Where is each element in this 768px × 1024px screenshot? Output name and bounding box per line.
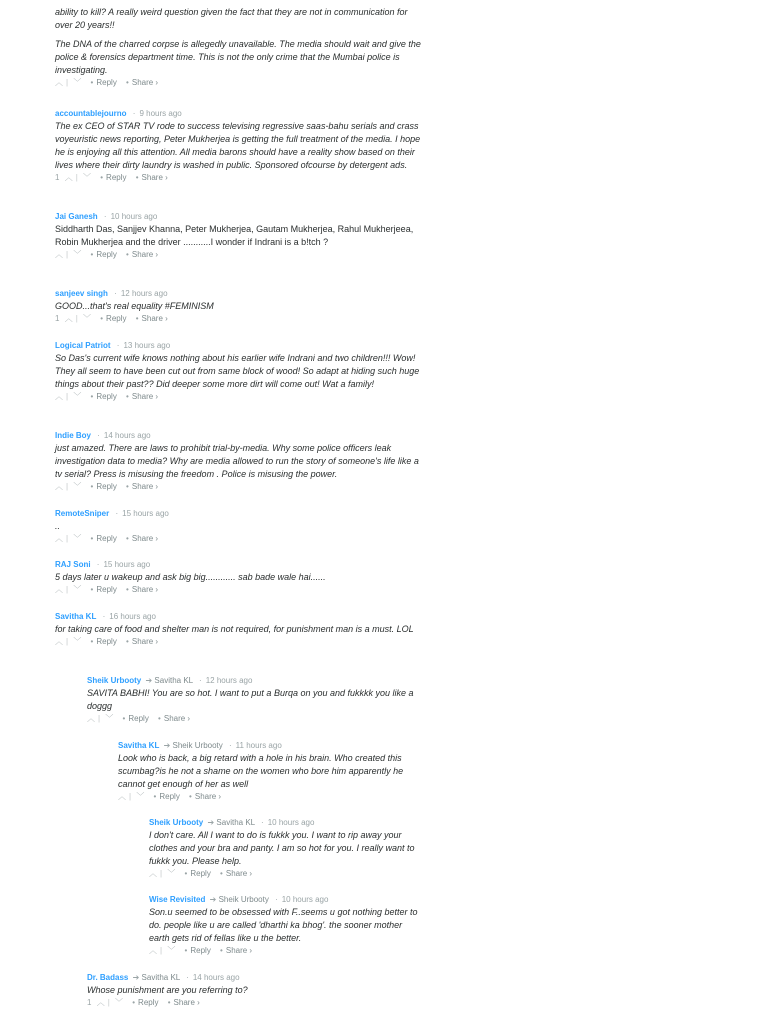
comment-actions: 1 ︿ | ﹀ • Reply • Share › xyxy=(55,173,168,182)
comment-body xyxy=(55,6,425,77)
upvote-icon[interactable]: ︿ xyxy=(64,314,73,323)
share-button[interactable]: Share › xyxy=(163,714,191,723)
comment-header: Wise Revisited ➔ Sheik Urbooty · 10 hours ago xyxy=(149,895,329,904)
author-name[interactable]: RAJ Soni xyxy=(55,560,91,569)
comment-body: for taking care of food and shelter man is not required, for punishment man is a must. LOL xyxy=(55,624,414,634)
author-name[interactable]: Wise Revisited xyxy=(149,895,206,904)
parent-author[interactable]: Sheik Urbooty xyxy=(172,741,223,750)
timestamp[interactable]: 10 hours ago xyxy=(110,212,158,221)
upvote-icon[interactable]: ︿ xyxy=(55,392,63,401)
comment xyxy=(55,211,425,261)
timestamp[interactable]: 10 hours ago xyxy=(267,818,315,827)
comment-paragraph: ability to kill? A really weird question given the fact that they are not in communication for over 20 years!! xyxy=(55,7,408,30)
parent-author[interactable]: Sheik Urbooty xyxy=(218,895,269,904)
comment-header: Indie Boy · 14 hours ago xyxy=(55,431,151,440)
share-button[interactable]: Share › xyxy=(141,314,168,323)
upvote-icon[interactable]: ︿ xyxy=(55,250,63,259)
upvote-icon[interactable]: ︿ xyxy=(55,585,63,594)
comment-actions: ︿ | ﹀ • Reply • Share › xyxy=(55,585,159,594)
comment-header: sanjeev singh · 12 hours ago xyxy=(55,289,168,298)
vote-count: 1 xyxy=(87,998,92,1007)
timestamp[interactable]: 11 hours ago xyxy=(235,741,282,750)
comment-actions: ︿ | ﹀ • Reply • Share › xyxy=(55,392,159,401)
comment-actions: ︿ | ﹀ • Reply • Share › xyxy=(55,637,159,646)
downvote-icon[interactable]: ﹀ xyxy=(105,714,114,723)
upvote-icon[interactable]: ︿ xyxy=(87,714,95,723)
comment-body: Look who is back, a big retard with a hole in his brain. Who created this scumbag?is he not a shame on the women who bore him apparently he cannot get enough of her as well xyxy=(118,753,404,789)
comment-body: 5 days later u wakeup and ask big big............ sab bade wale hai...... xyxy=(55,572,326,582)
comment xyxy=(55,340,425,403)
vote-count: 1 xyxy=(55,314,60,323)
author-name[interactable]: Jai Ganesh xyxy=(55,212,98,221)
comment-header: Logical Patriot · 13 hours ago xyxy=(55,341,171,350)
comment-actions: ︿ | ﹀ • Reply • Share › xyxy=(55,534,159,543)
timestamp[interactable]: 9 hours ago xyxy=(139,109,182,118)
reply-arrow-icon: ➔ xyxy=(163,741,171,750)
reply-button[interactable]: Reply xyxy=(106,173,127,182)
comment-actions: ︿ | ﹀ • Reply • Share › xyxy=(149,946,253,955)
author-name[interactable]: Sheik Urbooty xyxy=(149,818,204,827)
share-button[interactable]: Share › xyxy=(225,869,253,878)
reply-button[interactable]: Reply xyxy=(128,714,149,723)
timestamp[interactable]: 15 hours ago xyxy=(122,509,169,518)
comment-body: So Das's current wife knows nothing about his earlier wife Indrani and two children!!! Wow! They all seem to have been cut out from same block of wood! So adapt at hiding such huge things about their past?? Did deeper some more dirt will come out! Wat a family! xyxy=(55,353,420,389)
comment-actions: ︿ | ﹀ • Reply • Share › xyxy=(87,714,191,723)
upvote-icon[interactable]: ︿ xyxy=(64,173,73,182)
downvote-icon[interactable]: ﹀ xyxy=(73,585,82,594)
comment-paragraph: The DNA of the charred corpse is allegedly unavailable. The media should wait and give the police & forensics department time. This is not the only crime that the Mumbai police is investigating. xyxy=(55,39,421,75)
reply-button[interactable]: Reply xyxy=(96,78,117,87)
upvote-icon[interactable]: ︿ xyxy=(55,78,63,87)
comment-body: Whose punishment are you referring to? xyxy=(87,985,248,995)
upvote-icon[interactable]: ︿ xyxy=(96,998,105,1007)
downvote-icon[interactable]: ﹀ xyxy=(115,998,123,1007)
timestamp[interactable]: 10 hours ago xyxy=(281,895,329,904)
reply-button[interactable]: Reply xyxy=(96,250,117,259)
share-button[interactable]: Share › xyxy=(141,173,168,182)
author-name[interactable]: accountablejourno xyxy=(55,109,127,118)
comment-actions: ︿ | ﹀ • Reply • Share › xyxy=(118,792,222,801)
reply-button[interactable]: Reply xyxy=(138,998,159,1007)
author-name[interactable]: Savitha KL xyxy=(118,741,160,750)
share-button[interactable]: Share › xyxy=(225,946,253,955)
author-name[interactable]: RemoteSniper xyxy=(55,509,110,518)
comment-continued xyxy=(55,6,425,89)
timestamp[interactable]: 14 hours ago xyxy=(192,973,240,982)
comment-body: .. xyxy=(55,521,61,531)
share-button[interactable]: Share › xyxy=(131,482,159,491)
downvote-icon[interactable]: ﹀ xyxy=(73,482,82,491)
timestamp[interactable]: 12 hours ago xyxy=(205,676,253,685)
downvote-icon[interactable]: ﹀ xyxy=(136,792,145,801)
upvote-icon[interactable]: ︿ xyxy=(118,792,126,801)
comment xyxy=(55,611,425,648)
parent-author[interactable]: Savitha KL xyxy=(141,973,180,982)
comment-actions: 1 ︿ | ﹀ • Reply • Share › xyxy=(55,314,168,323)
timestamp[interactable]: 13 hours ago xyxy=(123,341,171,350)
comment xyxy=(55,559,425,596)
reply-button[interactable]: Reply xyxy=(96,585,117,594)
comment-header: Jai Ganesh · 10 hours ago xyxy=(55,212,158,221)
upvote-icon[interactable]: ︿ xyxy=(55,637,63,646)
reply-button[interactable]: Reply xyxy=(96,637,117,646)
upvote-icon[interactable]: ︿ xyxy=(55,534,63,543)
reply-arrow-icon: ➔ xyxy=(132,973,140,982)
vote-count: 1 xyxy=(55,173,60,182)
comment-header: accountablejourno · 9 hours ago xyxy=(55,109,182,118)
reply-button[interactable]: Reply xyxy=(190,869,211,878)
author-name[interactable]: Savitha KL xyxy=(55,612,97,621)
author-name[interactable]: Logical Patriot xyxy=(55,341,111,350)
share-button[interactable]: Share › xyxy=(173,998,200,1007)
downvote-icon[interactable]: ﹀ xyxy=(73,637,82,646)
comment-actions: ︿ | ﹀ • Reply • Share › xyxy=(55,250,159,259)
share-button[interactable]: Share › xyxy=(131,250,159,259)
comment-actions: ︿ | ﹀ • Reply • Share › xyxy=(55,482,159,491)
share-button[interactable]: Share › xyxy=(194,792,222,801)
downvote-icon[interactable]: ﹀ xyxy=(167,946,176,955)
comment xyxy=(55,288,425,325)
comment-actions: 1 ︿ | ﹀ • Reply • Share › xyxy=(87,998,200,1007)
comment xyxy=(55,508,425,545)
downvote-icon[interactable]: ﹀ xyxy=(73,250,82,259)
comment-header: Savitha KL · 16 hours ago xyxy=(55,612,156,621)
share-button[interactable]: Share › xyxy=(131,534,159,543)
timestamp[interactable]: 14 hours ago xyxy=(103,431,151,440)
timestamp[interactable]: 16 hours ago xyxy=(109,612,156,621)
comment-body: SAVITA BABHI! You are so hot. I want to put a Burqa on you and fukkkk you like a doggg xyxy=(87,688,414,711)
comment xyxy=(55,108,425,184)
author-name[interactable]: Sheik Urbooty xyxy=(87,676,142,685)
reply-comment xyxy=(87,972,419,1009)
share-button[interactable]: Share › xyxy=(131,585,159,594)
comment-header: Sheik Urbooty ➔ Savitha KL · 12 hours ago xyxy=(87,676,253,685)
parent-author[interactable]: Savitha KL xyxy=(154,676,193,685)
reply-button[interactable]: Reply xyxy=(96,534,117,543)
reply-comment xyxy=(118,740,420,803)
reply-comment xyxy=(87,675,419,725)
comment-body: I don't care. All I want to do is fukkk you. I want to rip away your clothes and your bra and panty. I am so hot for you. I really want to fukkk you. Please help. xyxy=(149,830,415,866)
comment-header: RemoteSniper · 15 hours ago xyxy=(55,509,169,518)
reply-button[interactable]: Reply xyxy=(190,946,211,955)
reply-comment xyxy=(149,817,421,880)
author-name[interactable]: sanjeev singh xyxy=(55,289,108,298)
downvote-icon[interactable]: ﹀ xyxy=(73,534,82,543)
comment-actions: ︿ | ﹀ • Reply • Share › xyxy=(55,78,159,87)
reply-button[interactable]: Reply xyxy=(159,792,180,801)
share-button[interactable]: Share › xyxy=(131,392,159,401)
reply-button[interactable]: Reply xyxy=(106,314,127,323)
comment-header: Dr. Badass ➔ Savitha KL · 14 hours ago xyxy=(87,973,240,982)
comment-body: GOOD...that's real equality #FEMINISM xyxy=(55,301,214,311)
reply-arrow-icon: ➔ xyxy=(209,895,217,904)
reply-button[interactable]: Reply xyxy=(96,392,117,401)
comment-body: just amazed. There are laws to prohibit trial-by-media. Why some police officers leak investigation data to media? Why are media allowed to run the story of someone's life like a tv serial? Press is misusing the freedom . Police is misusing the power. xyxy=(55,443,419,479)
share-button[interactable]: Share › xyxy=(131,637,159,646)
author-name[interactable]: Indie Boy xyxy=(55,431,92,440)
downvote-icon[interactable]: ﹀ xyxy=(73,392,82,401)
reply-button[interactable]: Reply xyxy=(96,482,117,491)
comment-body: The ex CEO of STAR TV rode to success televising regressive saas-bahu serials and crass voyeuristic news reporting, Peter Mukherjea is getting the full treatment of the media. I hope he is enjoying all this attention. All media barons should have a reality show based on their lives where their dirty laundry is washed in public. Sponsored ofcourse by detergent ads. xyxy=(55,121,421,170)
downvote-icon[interactable]: ﹀ xyxy=(73,78,82,87)
upvote-icon[interactable]: ︿ xyxy=(149,946,157,955)
timestamp[interactable]: 12 hours ago xyxy=(120,289,168,298)
downvote-icon[interactable]: ﹀ xyxy=(83,314,91,323)
timestamp[interactable]: 15 hours ago xyxy=(103,560,151,569)
upvote-icon[interactable]: ︿ xyxy=(55,482,63,491)
share-button[interactable]: Share › xyxy=(131,78,159,87)
comment xyxy=(55,430,425,493)
downvote-icon[interactable]: ﹀ xyxy=(83,173,91,182)
reply-arrow-icon: ➔ xyxy=(145,676,153,685)
reply-arrow-icon: ➔ xyxy=(207,818,215,827)
comment-header: Sheik Urbooty ➔ Savitha KL · 10 hours ago xyxy=(149,818,315,827)
reply-comment xyxy=(149,894,421,957)
comment-actions: ︿ | ﹀ • Reply • Share › xyxy=(149,869,253,878)
comment-body: Siddharth Das, Sanjjev Khanna, Peter Mukherjea, Gautam Mukherjea, Rahul Mukherjeea, Robin Mukherjea and the driver ...........I wonder if Indrani is a b!tch ? xyxy=(55,224,414,247)
parent-author[interactable]: Savitha KL xyxy=(216,818,255,827)
upvote-icon[interactable]: ︿ xyxy=(149,869,157,878)
author-name[interactable]: Dr. Badass xyxy=(87,973,129,982)
downvote-icon[interactable]: ﹀ xyxy=(167,869,176,878)
comment-body: Son.u seemed to be obsessed with F..seems u got nothing better to do. people like u are called 'dharthi ka bhog'. the sooner mother earth gets rid of fellas like u the better. xyxy=(149,907,418,943)
comment-header: Savitha KL ➔ Sheik Urbooty · 11 hours ago xyxy=(118,741,282,750)
comment-header: RAJ Soni · 15 hours ago xyxy=(55,560,151,569)
